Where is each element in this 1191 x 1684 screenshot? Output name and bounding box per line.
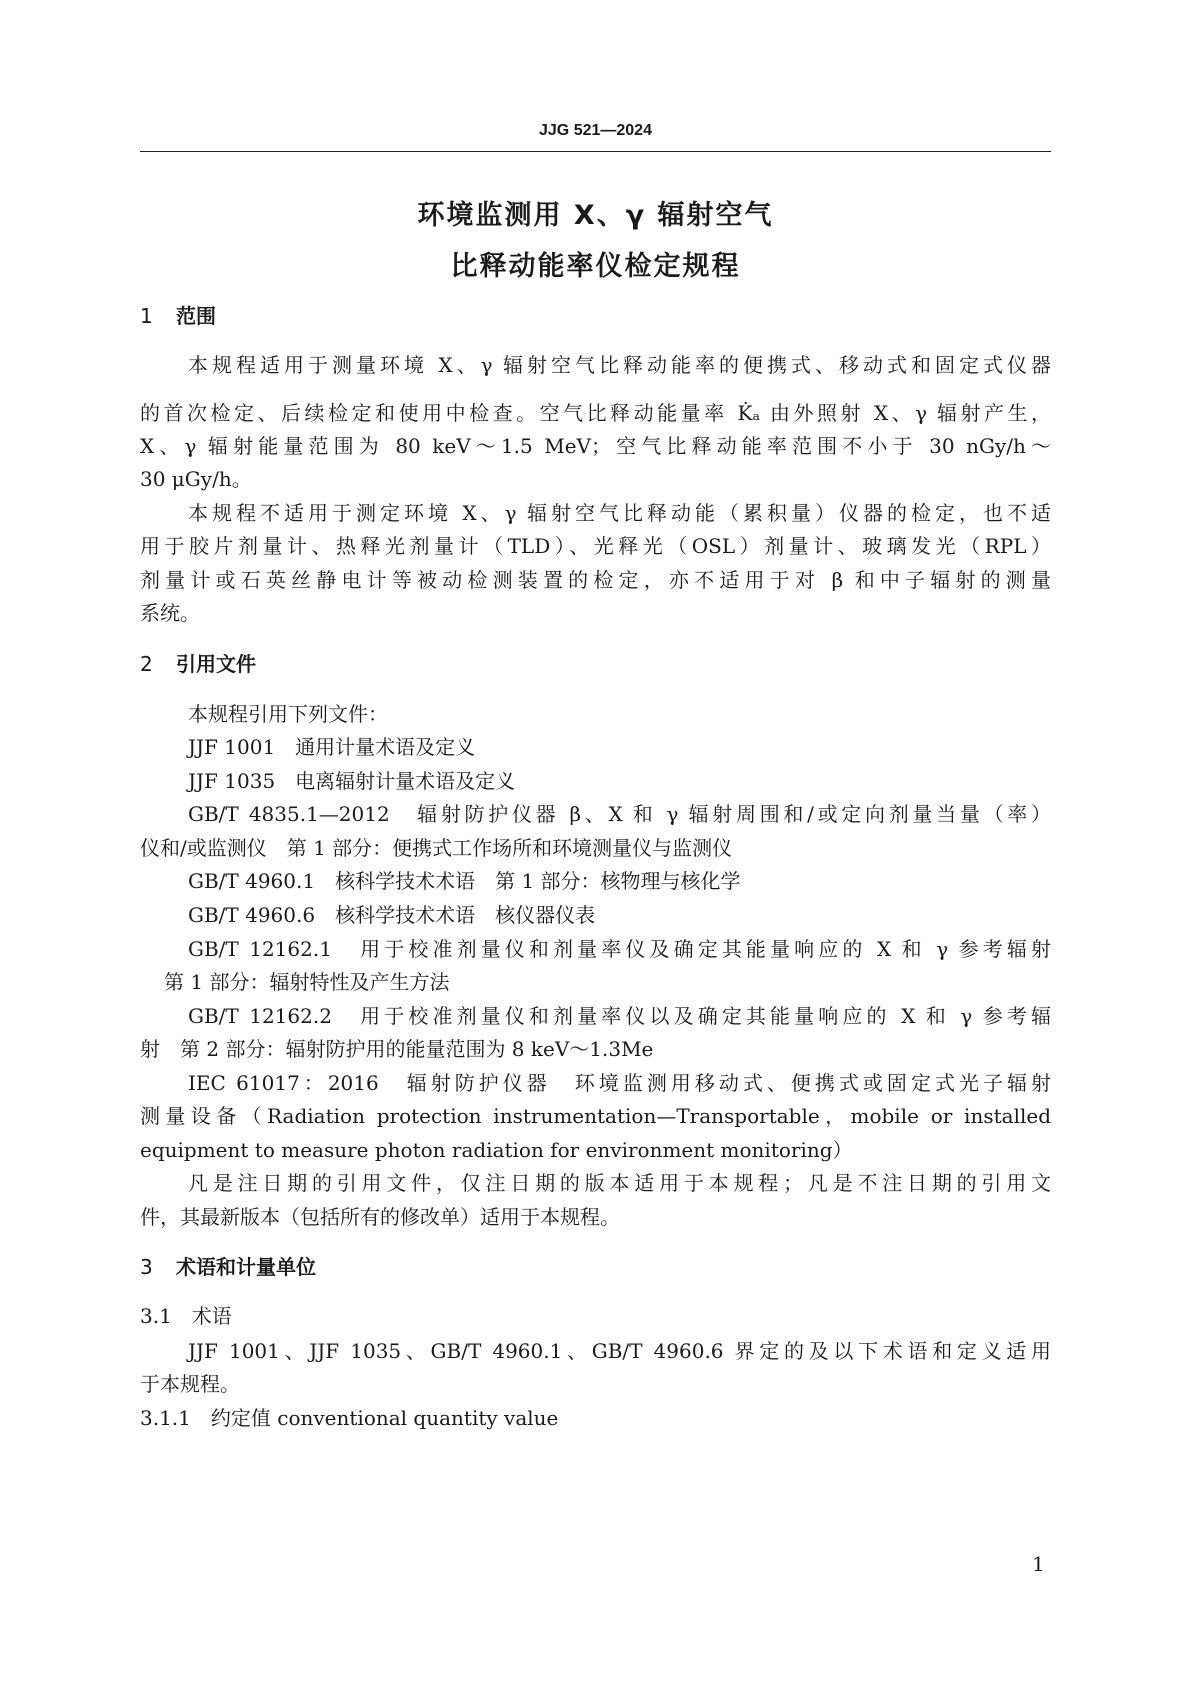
document-title-line-2: 比释动能率仪检定规程 bbox=[450, 251, 741, 282]
document-header: JJG 521—2024 bbox=[539, 122, 652, 139]
reference-item: IEC 61017：2016 辐射防护仪器 环境监测用移动式、便携式或固定式光子辐射 bbox=[188, 1071, 1051, 1095]
paragraph-line: 于本规程。 bbox=[140, 1372, 240, 1396]
paragraph-line: 本规程引用下列文件： bbox=[188, 702, 388, 726]
paragraph-line: 系统。 bbox=[140, 601, 200, 625]
section-title: 范围 bbox=[176, 304, 216, 328]
reference-item: GB/T 12162.1 用于校准剂量仪和剂量率仪及确定其能量响应的 X 和 γ 参考辐射 bbox=[188, 937, 1051, 961]
reference-item: GB/T 4960.1 核科学技术术语 第 1 部分：核物理与核化学 bbox=[188, 869, 741, 893]
reference-item: 第 1 部分：辐射特性及产生方法 bbox=[164, 970, 450, 994]
reference-item: GB/T 12162.2 用于校准剂量仪和剂量率仪以及确定其能量响应的 X 和 γ 参考辐 bbox=[188, 1004, 1051, 1028]
paragraph-line: 30 μGy/h。 bbox=[140, 467, 252, 491]
reference-item: equipment to measure photon radiation for environment monitoring） bbox=[140, 1138, 853, 1162]
section-3-heading bbox=[140, 1251, 316, 1280]
reference-item: JJF 1001 通用计量术语及定义 bbox=[188, 735, 476, 759]
reference-item: 仪和/或监测仪 第 1 部分：便携式工作场所和环境测量仪与监测仪 bbox=[140, 836, 733, 860]
paragraph-line: 凡是注日期的引用文件，仅注日期的版本适用于本规程；凡是不注日期的引用文 bbox=[188, 1171, 1051, 1195]
paragraph-line: JJF 1001、JJF 1035、GB/T 4960.1、GB/T 4960.6 界定的及以下术语和定义适用 bbox=[188, 1339, 1051, 1363]
section-2-heading bbox=[140, 648, 256, 677]
header-rule bbox=[140, 151, 1051, 152]
reference-item: 测量设备（Radiation protection instrumentation—Transportable，mobile or installed bbox=[140, 1104, 1051, 1128]
section-number: 1 bbox=[140, 304, 153, 328]
document-title-line-1: 环境监测用 X、γ 辐射空气 bbox=[417, 200, 774, 231]
reference-item: JJF 1035 电离辐射计量术语及定义 bbox=[188, 769, 516, 793]
section-1-heading bbox=[140, 300, 216, 329]
page-number: 1 bbox=[1032, 1552, 1045, 1576]
reference-item: 射 第 2 部分：辐射防护用的能量范围为 8 keV～1.3Me bbox=[140, 1037, 654, 1061]
section-number: 3 bbox=[140, 1255, 153, 1279]
section-title: 引用文件 bbox=[176, 652, 256, 676]
section-number: 2 bbox=[140, 652, 153, 676]
paragraph-line: X、γ 辐射能量范围为 80 keV～1.5 MeV；空气比释动能率范围不小于 30 nGy/h～ bbox=[140, 434, 1051, 458]
paragraph-line: 的首次检定、后续检定和使用中检查。空气比释动能量率 K̇ₐ 由外照射 X、γ 辐射产生， bbox=[140, 401, 1051, 425]
subsection-heading: 3.1 术语 bbox=[140, 1304, 232, 1328]
paragraph-line: 件，其最新版本（包括所有的修改单）适用于本规程。 bbox=[140, 1205, 620, 1229]
section-title: 术语和计量单位 bbox=[176, 1255, 316, 1279]
paragraph-line: 用于胶片剂量计、热释光剂量计（TLD）、光释光（OSL）剂量计、玻璃发光（RPL） bbox=[140, 534, 1051, 558]
reference-item: GB/T 4960.6 核科学技术术语 核仪器仪表 bbox=[188, 903, 596, 927]
paragraph-line: 本规程不适用于测定环境 X、γ 辐射空气比释动能（累积量）仪器的检定，也不适 bbox=[188, 501, 1051, 525]
reference-item: GB/T 4835.1—2012 辐射防护仪器 β、X 和 γ 辐射周围和/或定向剂量当量（率） bbox=[188, 802, 1051, 826]
subsection-heading: 3.1.1 约定值 conventional quantity value bbox=[140, 1406, 559, 1430]
paragraph-line: 剂量计或石英丝静电计等被动检测装置的检定，亦不适用于对 β 和中子辐射的测量 bbox=[140, 568, 1051, 592]
paragraph-line: 本规程适用于测量环境 X、γ 辐射空气比释动能率的便携式、移动式和固定式仪器 bbox=[188, 353, 1051, 377]
